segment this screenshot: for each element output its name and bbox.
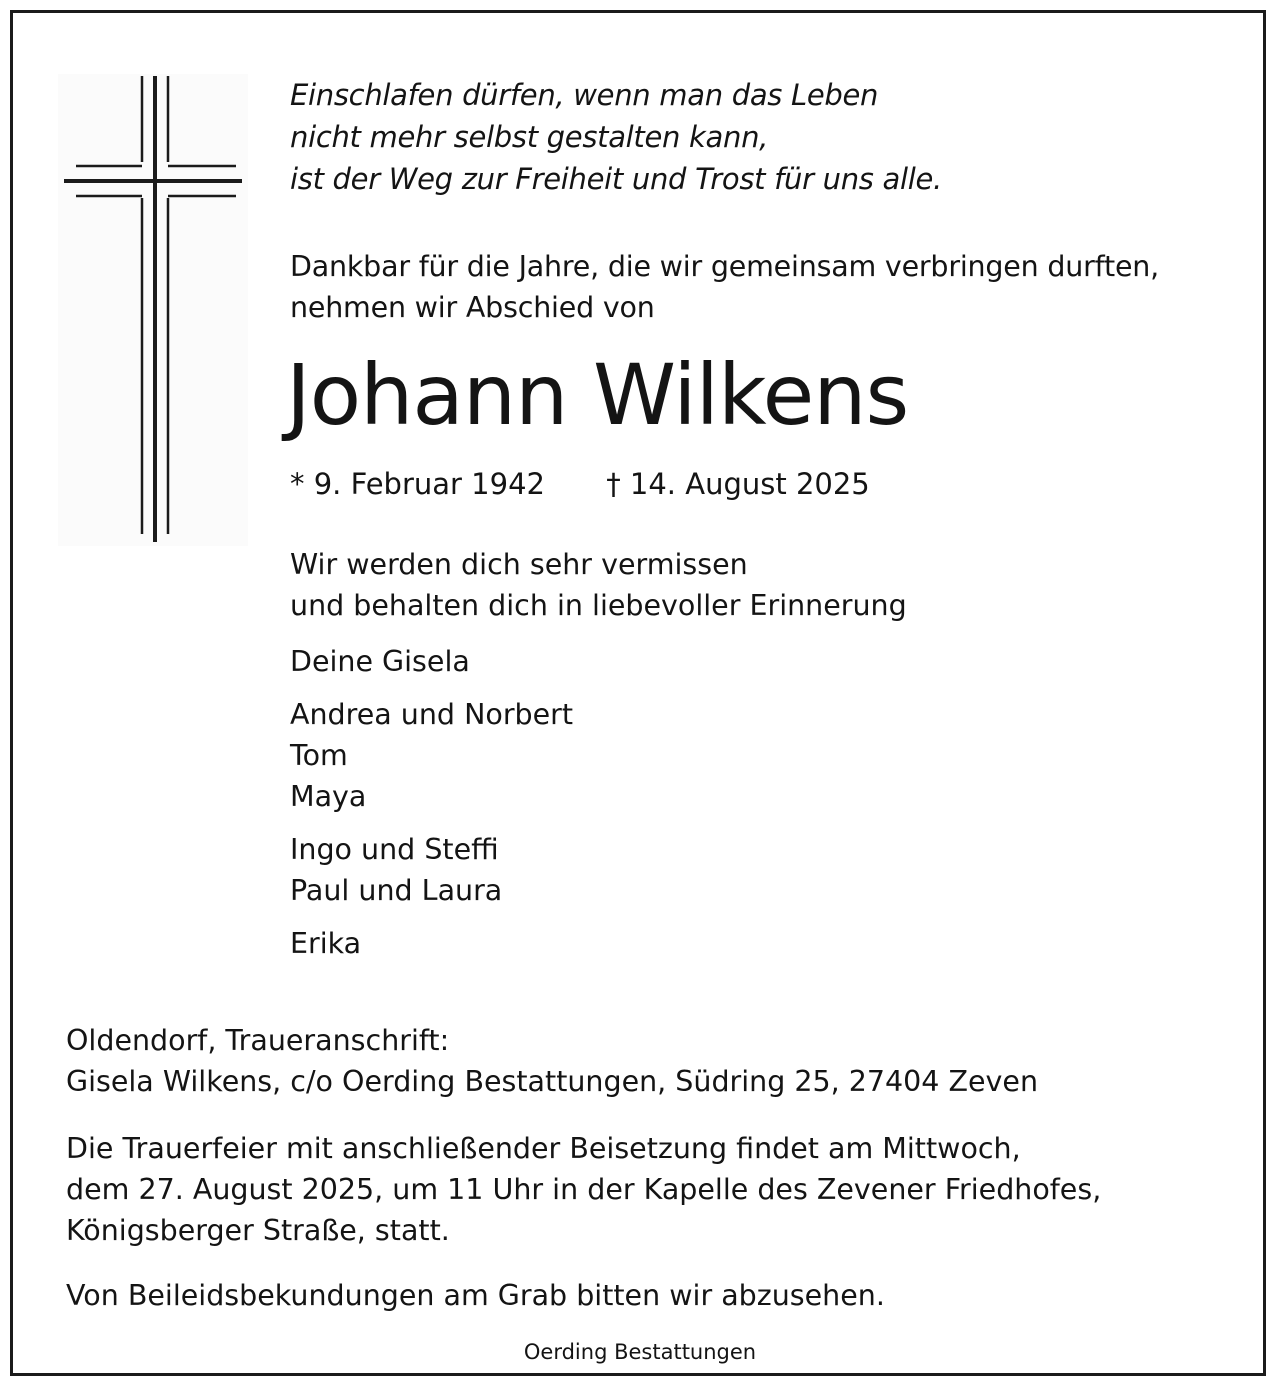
remembrance-text	[290, 544, 907, 626]
family-member: Maya	[290, 780, 367, 813]
family-group	[290, 829, 573, 911]
remembrance-line: und behalten dich in liebevoller Erinnerung	[290, 589, 907, 622]
death-date: † 14. August 2025	[606, 467, 870, 501]
address-line: Gisela Wilkens, c/o Oerding Bestattungen, Südring 25, 27404 Zeven	[66, 1065, 1039, 1098]
motto-verse	[290, 74, 942, 200]
mourning-address	[66, 1020, 1038, 1102]
deceased-name: Johann Wilkens	[286, 346, 909, 444]
motto-line: Einschlafen dürfen, wenn man das Leben	[290, 78, 879, 112]
motto-line: ist der Weg zur Freiheit und Trost für uns alle.	[290, 162, 942, 196]
family-group	[290, 641, 573, 682]
family-group	[290, 694, 573, 817]
intro-line: Dankbar für die Jahre, die wir gemeinsam verbringen durften,	[290, 250, 1159, 283]
closing-note: Von Beileidsbekundungen am Grab bitten wir abzusehen.	[66, 1279, 885, 1312]
undertaker-credit: Oerding Bestattungen	[523, 1340, 757, 1364]
family-group	[290, 923, 573, 964]
family-member: Erika	[290, 927, 362, 960]
intro-line: nehmen wir Abschied von	[290, 291, 655, 324]
family-member: Deine Gisela	[290, 645, 470, 678]
funeral-service-info	[66, 1128, 1101, 1251]
family-member: Ingo und Steffi	[290, 833, 499, 866]
intro-text	[290, 246, 1159, 328]
cross-icon	[58, 74, 248, 546]
family-member: Andrea und Norbert	[290, 698, 574, 731]
motto-line: nicht mehr selbst gestalten kann,	[290, 120, 769, 154]
address-line: Oldendorf, Traueranschrift:	[66, 1024, 450, 1057]
family-member: Tom	[290, 739, 348, 772]
service-line: Die Trauerfeier mit anschließender Beisetzung findet am Mittwoch,	[66, 1132, 1021, 1165]
family-member: Paul und Laura	[290, 874, 503, 907]
service-line: dem 27. August 2025, um 11 Uhr in der Kapelle des Zevener Friedhofes,	[66, 1173, 1102, 1206]
birth-date: * 9. Februar 1942	[290, 467, 545, 501]
family-signatures	[290, 641, 573, 976]
remembrance-line: Wir werden dich sehr vermissen	[290, 548, 748, 581]
service-line: Königsberger Straße, statt.	[66, 1214, 450, 1247]
life-dates	[290, 465, 870, 503]
